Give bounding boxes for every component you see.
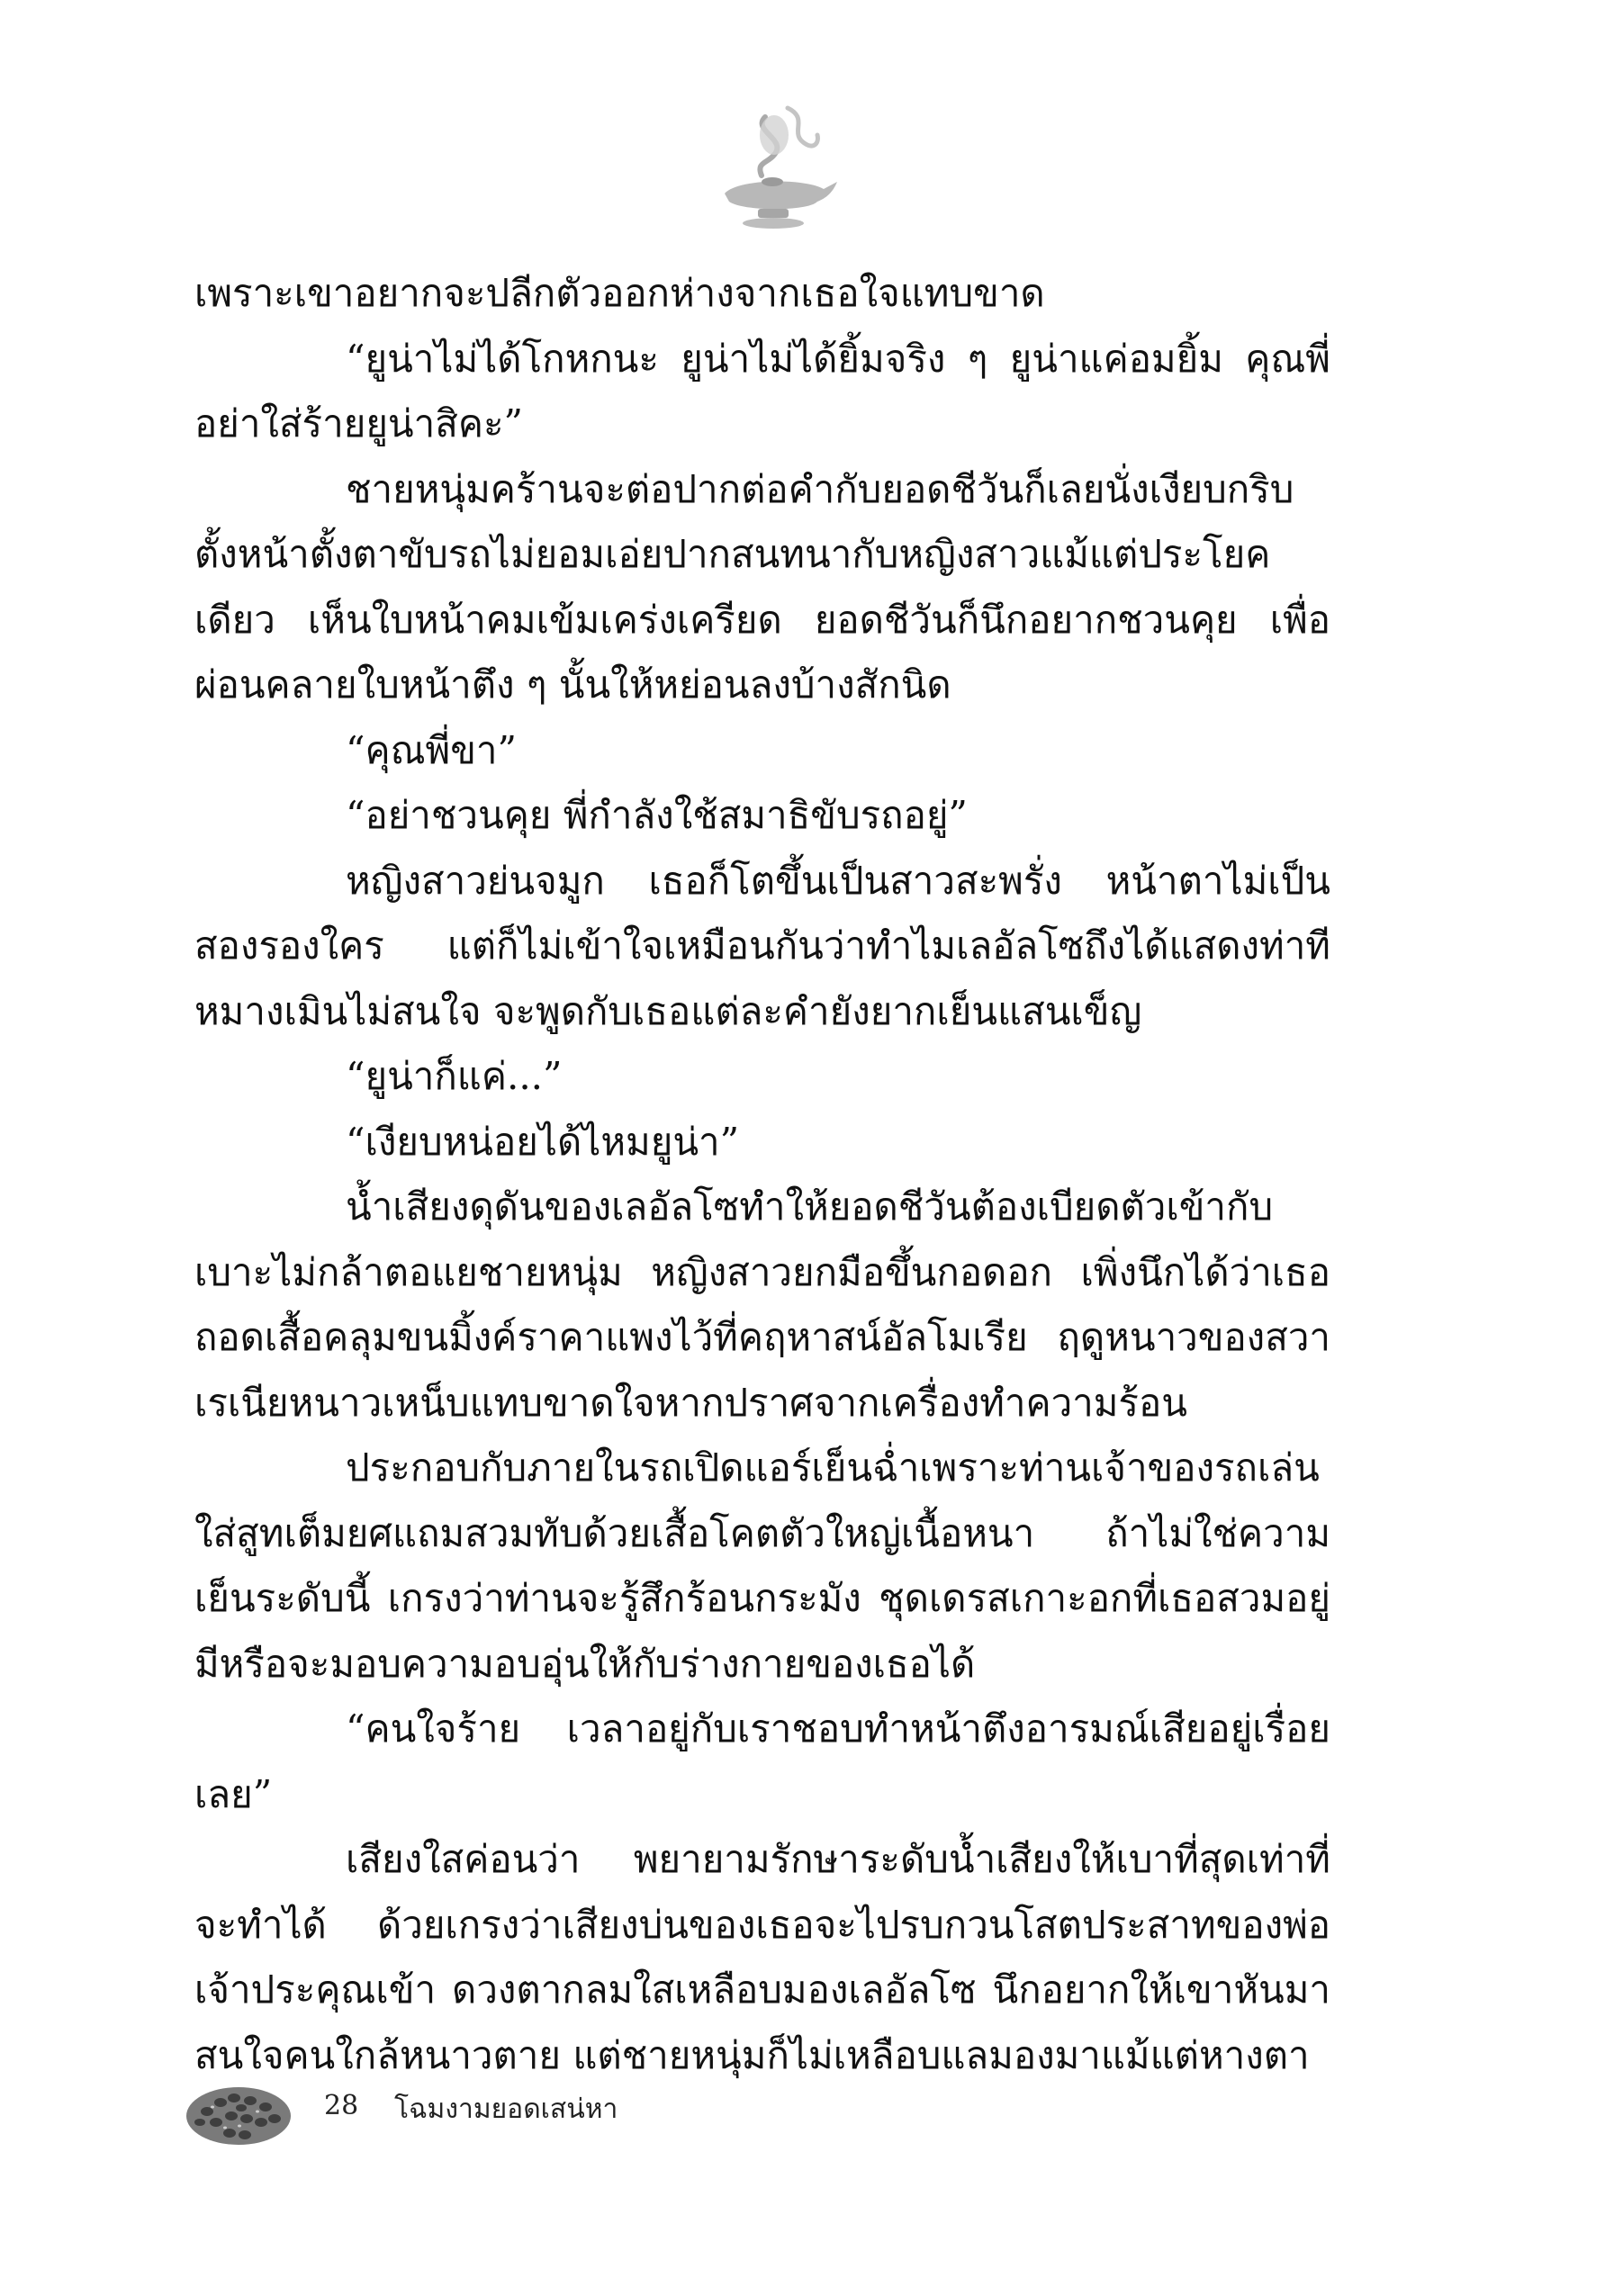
coffee-beans-icon [180, 2066, 297, 2156]
paragraph: น้ำเสียงดุดันของเลอัลโซทำให้ยอดชีวันต้องเบียดตัวเข้ากับเบาะไม่กล้าตอแยชายหนุ่ม หญิงสาวยกมือขึ้นกอดอก เพิ่งนึกได้ว่าเธอถอดเสื้อคลุมขนมิ้งค์ราคาแพงไว้ที่คฤหาสน์อัลโมเรีย ฤดูหนาวของสวาเรเนียหนาวเหน็บแทบขาดใจหากปราศจากเครื่องทำความร้อน [194, 1184, 1330, 1425]
paragraph: “คนใจร้าย เวลาอยู่กับเราชอบทำหน้าตึงอารมณ์เสียอยู่เรื่อยเลย” [194, 1706, 1330, 1816]
paragraph: “ยูน่าก็แค่...” [346, 1054, 563, 1098]
paragraph: “เงียบหน่อยได้ไหมยูน่า” [346, 1119, 740, 1164]
paragraph: ชายหนุ่มคร้านจะต่อปากต่อคำกับยอดชีวันก็เลยนั่งเงียบกริบ ตั้งหน้าตั้งตาขับรถไม่ยอมเอ่ยปากสนทนากับหญิงสาวแม้แต่ประโยคเดียว เห็นใบหน้าคมเข้มเคร่งเครียด ยอดชีวันก็นึกอยากชวนคุย เพื่อผ่อนคลายใบหน้าตึง ๆ นั้นให้หย่อนลงบ้างสักนิด [194, 466, 1330, 707]
paragraph: ประกอบกับภายในรถเปิดแอร์เย็นฉ่ำเพราะท่านเจ้าของรถเล่นใส่สูทเต็มยศแถมสวมทับด้วยเสื้อโคตตัวใหญ่เนื้อหนา ถ้าไม่ใช่ความเย็นระดับนี้ เกรงว่าท่านจะรู้สึกร้อนกระมัง ชุดเดรสเกาะอกที่เธอสวมอยู่มีหรือจะมอบความอบอุ่นให้กับร่างกายของเธอได้ [194, 1445, 1330, 1686]
body-text [194, 261, 1330, 2088]
paragraph: เสียงใสค่อนว่า พยายามรักษาระดับน้ำเสียงให้เบาที่สุดเท่าที่จะทำได้ ด้วยเกรงว่าเสียงบ่นของเธอจะไปรบกวนโสตประสาทของพ่อเจ้าประคุณเข้า ดวงตากลมใสเหลือบมองเลอัลโซ นึกอยากให้เขาหันมาสนใจคนใกล้หนาวตาย แต่ชายหนุ่มก็ไม่เหลือบแลมองมาแม้แต่หางตา [194, 1837, 1330, 2077]
page-number: 28 [324, 2090, 359, 2121]
paragraph: เพราะเขาอยากจะปลีกตัวออกห่างจากเธอใจแทบขาด [194, 271, 1045, 315]
paragraph: “ยูน่าไม่ได้โกหกนะ ยูน่าไม่ได้ยิ้มจริง ๆ ยูน่าแค่อมยิ้ม คุณพี่อย่าใส่ร้ายยูน่าสิคะ” [194, 336, 1330, 446]
paragraph: “อย่าชวนคุย พี่กำลังใช้สมาธิขับรถอยู่” [346, 793, 968, 837]
book-title: โฉมงามยอดเสน่หา [394, 2093, 618, 2125]
page-footer [180, 2066, 990, 2165]
paragraph: หญิงสาวย่นจมูก เธอก็โตขึ้นเป็นสาวสะพรั่ง หน้าตาไม่เป็นสองรองใคร แต่ก็ไม่เข้าใจเหมือนกันว่าทำไมเลอัลโซถึงได้แสดงท่าทีหมางเมินไม่สนใจ จะพูดกับเธอแต่ละคำยังยากเย็นแสนเข็ญ [194, 858, 1330, 1033]
paragraph: “คุณพี่ขา” [346, 727, 517, 772]
genie-lamp-icon [702, 99, 846, 234]
